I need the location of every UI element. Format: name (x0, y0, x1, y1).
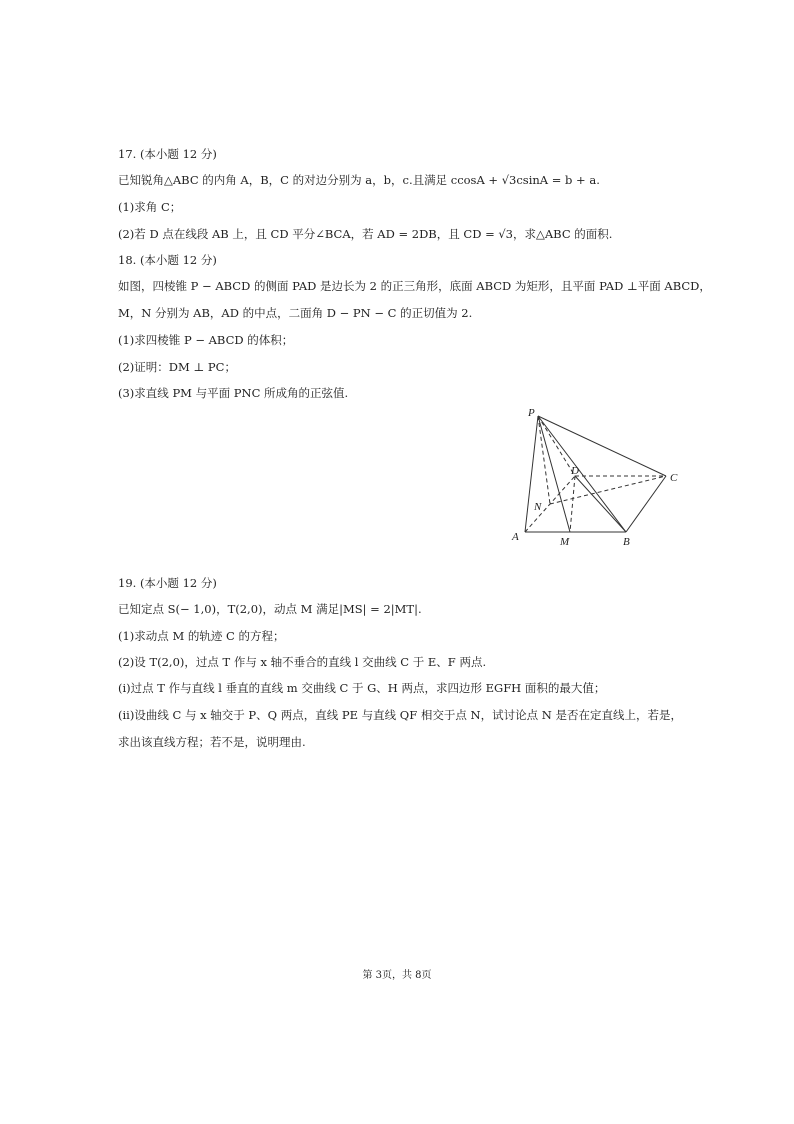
problem-19-part-2: (2)设 T(2,0)，过点 T 作与 x 轴不垂合的直线 l 交曲线 C 于 E、F 两点. (118, 655, 487, 669)
problem-17-part-1: (1)求角 C； (118, 200, 182, 214)
label-D: D (571, 465, 579, 477)
edge-PC (538, 416, 666, 476)
problem-17-header: 17. (本小题 12 分) (118, 147, 217, 161)
edge-PA (525, 416, 538, 532)
page-footer: 第 3页，共 8页 (362, 970, 432, 981)
edge-PB (538, 416, 626, 532)
label-P: P (528, 407, 535, 419)
label-M: M (560, 536, 570, 548)
problem-19-part-1: (1)求动点 M 的轨迹 C 的方程； (118, 629, 285, 643)
label-C: C (670, 472, 678, 484)
label-B: B (623, 536, 630, 548)
pyramid-figure (508, 404, 688, 554)
problem-19-header: 19. (本小题 12 分) (118, 576, 217, 590)
problem-18-part-2: (2)证明：DM ⊥ PC； (118, 360, 236, 374)
edge-DB (575, 476, 626, 532)
problem-18-header: 18. (本小题 12 分) (118, 253, 217, 267)
label-N: N (534, 501, 542, 513)
problem-17-part-2: (2)若 D 点在线段 AB 上，且 CD 平分∠BCA，若 AD = 2DB，且 CD = √3，求△ABC 的面积. (118, 227, 613, 241)
problem-18-part-3: (3)求直线 PM 与平面 PNC 所成角的正弦值. (118, 386, 349, 400)
edge-PM (538, 416, 570, 532)
label-A: A (512, 531, 519, 543)
edge-DM (570, 476, 575, 532)
problem-19-statement: 已知定点 S(− 1,0)，T(2,0)，动点 M 满足|MS| = 2|MT|. (118, 602, 422, 616)
problem-19-part-2-ii: (ii)设曲线 C 与 x 轴交于 P、Q 两点，直线 PE 与直线 QF 相交于点 N，试讨论点 N 是否在定直线上，若是， (118, 708, 682, 722)
problem-19-part-2-i: (i)过点 T 作与直线 l 垂直的直线 m 交曲线 C 于 G、H 两点，求四边形 EGFH 面积的最大值； (118, 681, 606, 695)
problem-19-part-2-ii-cont: 求出该直线方程；若不是，说明理由. (118, 735, 306, 749)
problem-18-part-1: (1)求四棱锥 P − ABCD 的体积； (118, 333, 294, 347)
problem-18-statement-2: M，N 分别为 AB，AD 的中点，二面角 D − PN − C 的正切值为 2. (118, 306, 473, 320)
problem-18-statement-1: 如图，四棱锥 P − ABCD 的侧面 PAD 是边长为 2 的正三角形，底面 ABCD 为矩形，且平面 PAD ⊥平面 ABCD， (118, 279, 711, 293)
problem-17-statement: 已知锐角△ABC 的内角 A，B，C 的对边分别为 a，b，c.且满足 ccosA + √3csinA = b + a. (118, 173, 600, 187)
